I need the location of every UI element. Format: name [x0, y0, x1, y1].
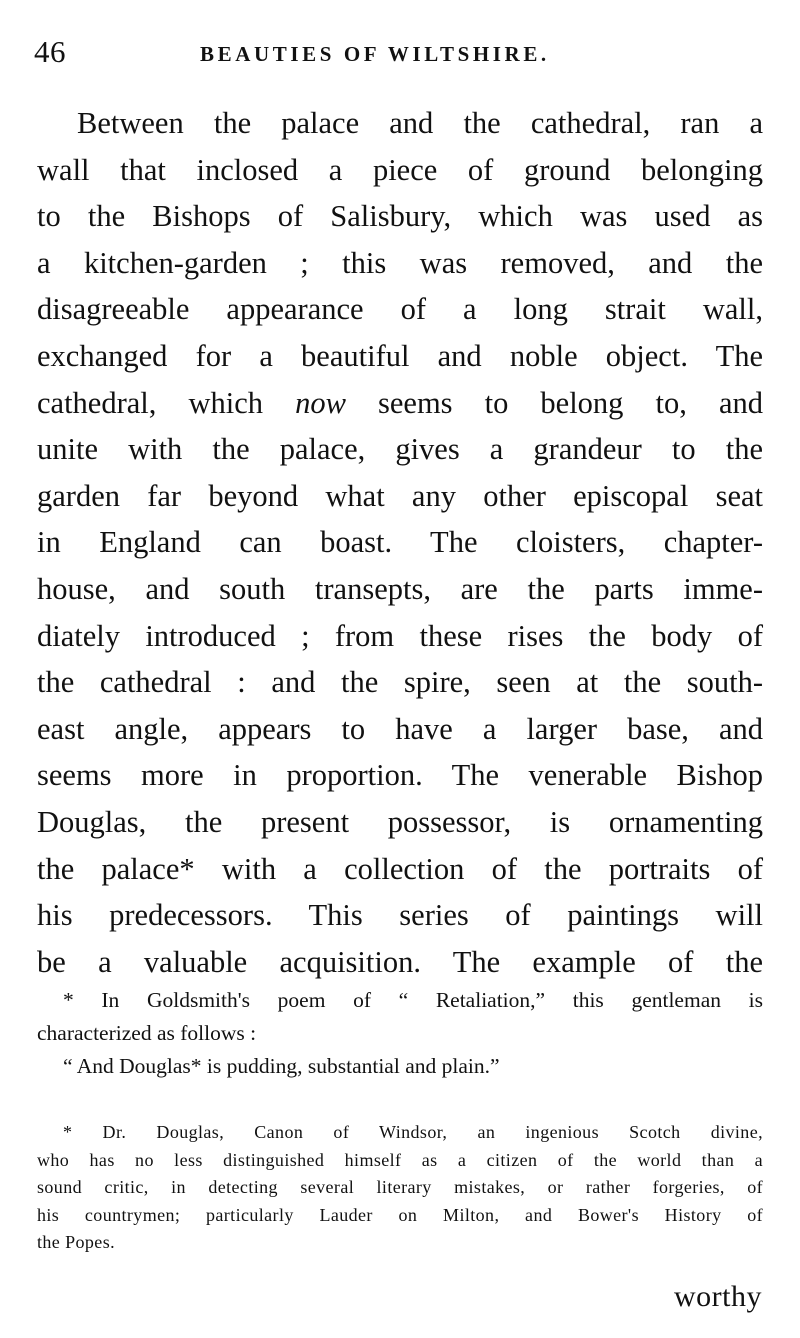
body-line: a kitchen-garden ; this was removed, and the	[37, 245, 763, 280]
body-line: diately introduced ; from these rises the body of	[37, 618, 763, 653]
italic-word: now	[295, 385, 346, 420]
footnote-douglas	[37, 1119, 763, 1257]
body-line: unite with the palace, gives a grandeur to the	[37, 432, 763, 467]
footnote-line: sound critic, in detecting several literary mistakes, or rather forgeries, of	[37, 1177, 763, 1198]
body-line: Douglas, the present possessor, is ornamenting	[37, 804, 763, 839]
body-line: to the Bishops of Salisbury, which was used as	[37, 199, 763, 234]
body-line: east angle, appears to have a larger base, and	[37, 711, 763, 746]
catchword: worthy	[674, 1280, 762, 1313]
body-line-part: cathedral, which	[37, 385, 296, 420]
body-line: in England can boast. The cloisters, chapter-	[37, 525, 763, 560]
footnote-line: his countrymen; particularly Lauder on Milton, and Bower's History of	[37, 1204, 763, 1225]
body-line: disagreeable appearance of a long strait wall,	[37, 292, 763, 327]
footnote-line: * Dr. Douglas, Canon of Windsor, an ingenious Scotch divine,	[63, 1122, 763, 1142]
footnote-line: characterized as follows :	[37, 1021, 257, 1045]
footnote-quote: “ And Douglas* is pudding, substantial and plain.”	[63, 1054, 500, 1078]
body-line: wall that inclosed a piece of ground belonging	[37, 152, 763, 187]
footnote-line: * In Goldsmith's poem of “ Retaliation,” this gentleman is	[63, 988, 763, 1012]
body-line: garden far beyond what any other episcopal seat	[37, 478, 763, 513]
body-line: seems more in proportion. The venerable Bishop	[37, 758, 763, 793]
body-line-part: seems to belong to, and	[345, 385, 763, 420]
body-line: Between the palace and the cathedral, ran a	[77, 106, 763, 140]
running-title: BEAUTIES OF WILTSHIRE.	[200, 42, 550, 66]
body-line: be a valuable acquisition. The example of the	[37, 944, 763, 979]
body-line: his predecessors. This series of paintings will	[37, 898, 763, 933]
footnote-goldsmith	[37, 984, 763, 1083]
body-line: exchanged for a beautiful and noble object. The	[37, 338, 763, 373]
body-paragraph	[37, 100, 763, 985]
body-line: the palace* with a collection of the portraits of	[37, 851, 763, 886]
body-line: house, and south transepts, are the parts imme-	[37, 571, 763, 606]
body-line-with-emphasis	[37, 380, 763, 427]
running-head	[34, 34, 766, 74]
footnote-line: who has no less distinguished himself as a citizen of the world than a	[37, 1149, 763, 1170]
body-line: the cathedral : and the spire, seen at the south-	[37, 665, 763, 700]
page-number: 46	[34, 34, 66, 69]
footnote-line: the Popes.	[37, 1232, 115, 1253]
